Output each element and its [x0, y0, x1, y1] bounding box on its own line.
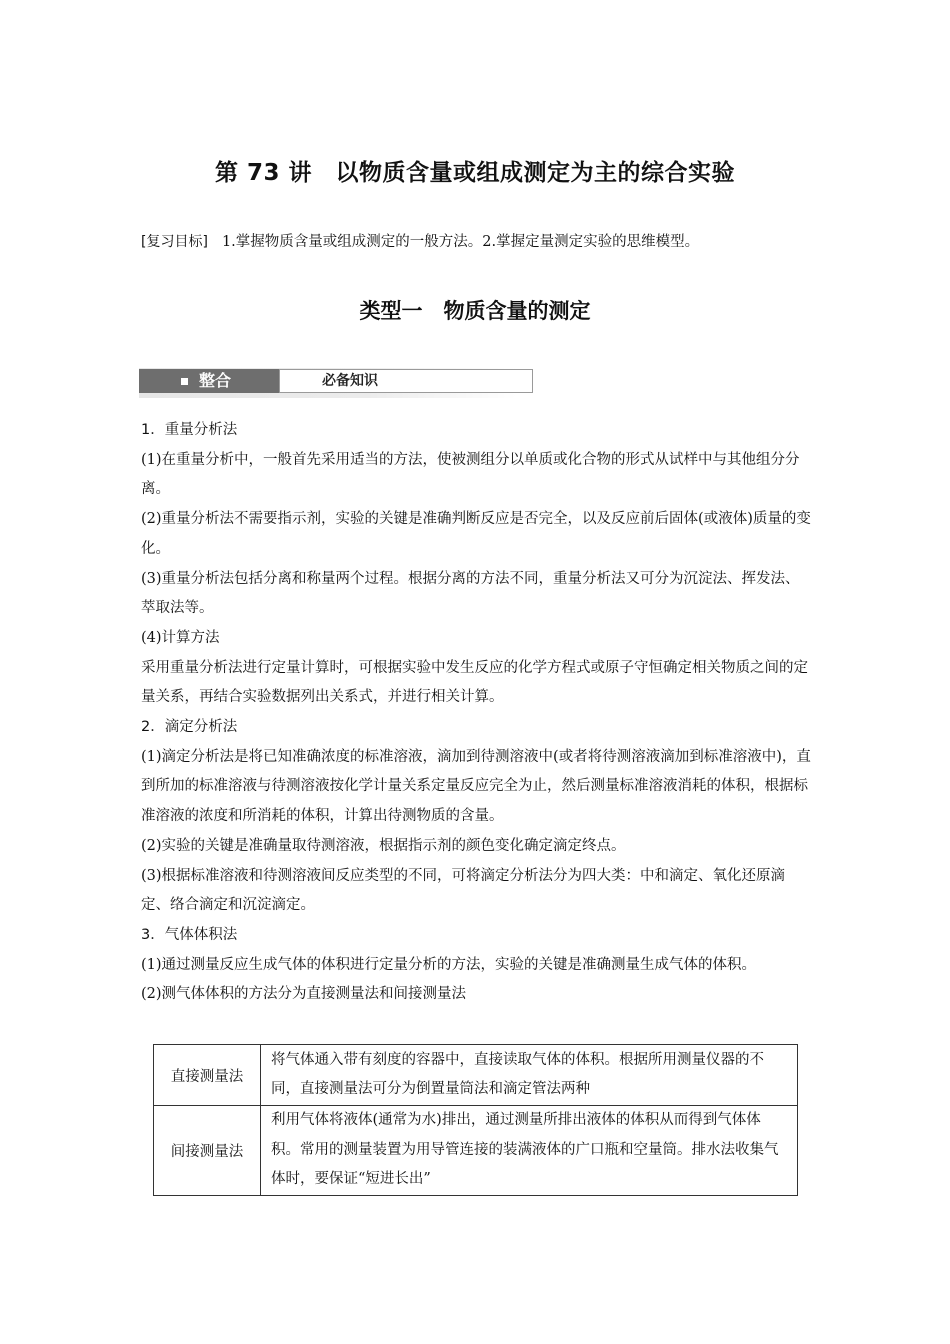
method-description: 将气体通入带有刻度的容器中，直接读取气体的体积。根据所用测量仪器的不同，直接测量法可分为倒置量筒法和滴定管法两种 [261, 1045, 798, 1106]
paragraph: 采用重量分析法进行定量计算时，可根据实验中发生反应的化学方程式或原子守恒确定相关物质之间的定量关系，再结合实验数据列出关系式，并进行相关计算。 [141, 659, 808, 706]
heading-gas-volume: 3．气体体积法 [141, 926, 238, 943]
body-content [141, 416, 813, 1010]
paragraph: (4)计算方法 [141, 629, 220, 646]
method-label: 直接测量法 [154, 1045, 261, 1106]
review-tag: [复习目标] [141, 234, 208, 250]
square-bullet-icon [181, 378, 188, 385]
measurement-methods-table [153, 1044, 798, 1196]
paragraph: (1)滴定分析法是将已知准确浓度的标准溶液，滴加到待测溶液中(或者将待测溶液滴加到标准溶液中)，直到所加的标准溶液与待测溶液按化学计量关系定量反应完全为止，然后测量标准溶液消耗的体积，根据标准溶液的浓度和所消耗的体积，计算出待测物质的含量。 [141, 748, 811, 825]
paragraph: (3)根据标准溶液和待测溶液间反应类型的不同，可将滴定分析法分为四大类：中和滴定、氧化还原滴定、络合滴定和沉淀滴定。 [141, 867, 786, 914]
paragraph: (1)在重量分析中，一般首先采用适当的方法，使被测组分以单质或化合物的形式从试样中与其他组分分离。 [141, 451, 800, 498]
section-title: 类型一 物质含量的测定 [359, 299, 591, 323]
banner-dark-label: 整合 [199, 371, 232, 390]
section-banner [139, 368, 517, 398]
banner-light-block [279, 369, 533, 393]
paragraph: (2)重量分析法不需要指示剂，实验的关键是准确判断反应是否完全，以及反应前后固体(或液体)质量的变化。 [141, 511, 811, 557]
table-row [154, 1045, 798, 1106]
paragraph: (2)实验的关键是准确量取待测溶液，根据指示剂的颜色变化确定滴定终点。 [141, 837, 626, 854]
paragraph: (1)通过测量反应生成气体的体积进行定量分析的方法，实验的关键是准确测量生成气体的体积。 [141, 956, 757, 973]
review-objectives [141, 232, 821, 252]
heading-titration: 2．滴定分析法 [141, 719, 238, 736]
method-label: 间接测量法 [154, 1106, 261, 1196]
paragraph: (3)重量分析法包括分离和称量两个过程。根据分离的方法不同，重量分析法又可分为沉淀法、挥发法、萃取法等。 [141, 570, 800, 617]
table-row [154, 1106, 798, 1196]
heading-gravimetric: 1．重量分析法 [141, 422, 238, 438]
method-description: 利用气体将液体(通常为水)排出，通过测量所排出液体的体积从而得到气体体积。常用的测量装置为用导管连接的装满液体的广口瓶和空量筒。排水法收集气体时，要保证“短进长出” [261, 1106, 798, 1196]
review-text: 1.掌握物质含量或组成测定的一般方法。2.掌握定量测定实验的思维模型。 [221, 234, 700, 250]
banner-light-label: 必备知识 [322, 373, 378, 389]
banner-dark-block [139, 369, 279, 393]
page-title: 第 73 讲 以物质含量或组成测定为主的综合实验 [214, 160, 736, 186]
paragraph: (2)测气体体积的方法分为直接测量法和间接测量法 [141, 986, 467, 1003]
